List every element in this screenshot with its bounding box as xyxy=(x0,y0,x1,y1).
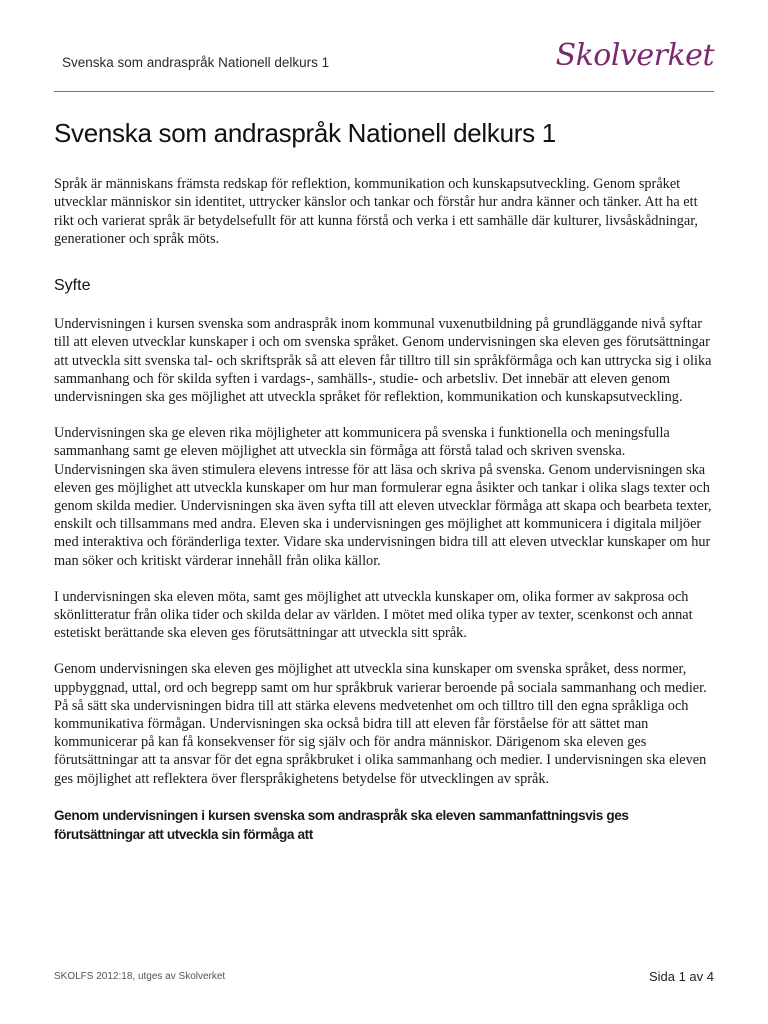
body-paragraph: Undervisningen i kursen svenska som andraspråk inom kommunal vuxenutbildning på grundläggande nivå syftar till att eleven utvecklar kunskaper i och om svenska språket. Genom undervisningen ska eleven ges förutsättningar att utveckla sitt svenska tal- och skriftspråk så att eleven får tilltro till sin språkförmåga och kan uttrycka sig i olika sammanhang och för skilda syften i vardags-, samhälls-, studie- och arbetsliv. Det innebär att eleven genom undervisningen ska ges möjlighet att utveckla språket för reflektion, kommunikation och kunskapsutveckling. xyxy=(54,316,712,405)
body-paragraph: I undervisningen ska eleven möta, samt ges möjlighet att utveckla kunskaper om, olika former av sakprosa och skönlitteratur från olika tider och skilda delar av världen. I mötet med olika typer av texter, scenkonst och annat estetiskt berättande ska eleven ges förutsättningar att utveckla sitt språk. xyxy=(54,588,693,642)
footer-source: SKOLFS 2012:18, utges av Skolverket xyxy=(54,971,226,982)
intro-paragraph: Språk är människans främsta redskap för reflektion, kommunikation och kunskapsutveckling. Genom språket utvecklar människor sin identitet, uttrycker känslor och tankar och förstår hur andra känner och tänker. Att ha ett rikt och varierat språk är betydelsefullt för att kunna förstå och verka i ett samhälle där kulturer, livsåskådningar, generationer och språk möts. xyxy=(54,176,698,247)
page-header xyxy=(54,40,714,92)
header-divider xyxy=(54,91,714,92)
document-body xyxy=(54,118,714,862)
document-title: Svenska som andraspråk Nationell delkurs 1 xyxy=(54,118,556,148)
body-paragraph: Undervisningen ska ge eleven rika möjligheter att kommunicera på svenska i funktionella och meningsfulla sammanhang samt ge eleven möjlighet att utveckla sin förmåga att förstå talad och skriven svenska. Undervisningen ska även stimulera elevens intresse för att läsa och skriva på svenska. Genom undervisningen ska eleven ges möjlighet att utveckla kunskaper om hur man formulerar egna åsikter och tankar i olika slags texter och genom skilda medier. Undervisningen ska även syfta till att eleven utvecklar förmåga att skapa och bearbeta texter, enskilt och tillsammans med andra. Eleven ska i undervisningen ges möjlighet att kommunicera i digitala miljöer med interaktiva och föränderliga texter. Vidare ska undervisningen bidra till att eleven utvecklar kunskaper om hur man söker och kritiskt värderar innehåll från olika källor. xyxy=(54,425,712,569)
skolverket-logo: Skolverket xyxy=(555,38,714,73)
body-paragraph: Genom undervisningen ska eleven ges möjlighet att utveckla sina kunskaper om svenska språket, dess normer, uppbyggnad, uttal, ord och begrepp samt om hur språkbruk varierar beroende på sociala sammanhang och medier. På så sätt ska undervisningen bidra till att stärka elevens medvetenhet om och tilltro till den egna språkliga och kommunikativa förmågan. Undervisningen ska också bidra till att eleven får förståelse för att sättet man kommunicerar på kan få konsekvenser för sig själv och för andra människor. Därigenom ska eleven ges förutsättningar att ta ansvar för det egna språkbruket i olika sammanhang och medier. I undervisningen ska eleven ges möjlighet att reflektera över flerspråkighetens betydelse för utvecklingen av språk. xyxy=(54,661,707,787)
page-number: Sida 1 av 4 xyxy=(648,969,714,984)
section-heading-syfte: Syfte xyxy=(54,277,91,294)
lead-in-statement: Genom undervisningen i kursen svenska som andraspråk ska eleven sammanfattningsvis ges förutsättningar att utveckla sin förmåga att xyxy=(54,807,629,842)
header-title: Svenska som andraspråk Nationell delkurs 1 xyxy=(62,55,330,70)
